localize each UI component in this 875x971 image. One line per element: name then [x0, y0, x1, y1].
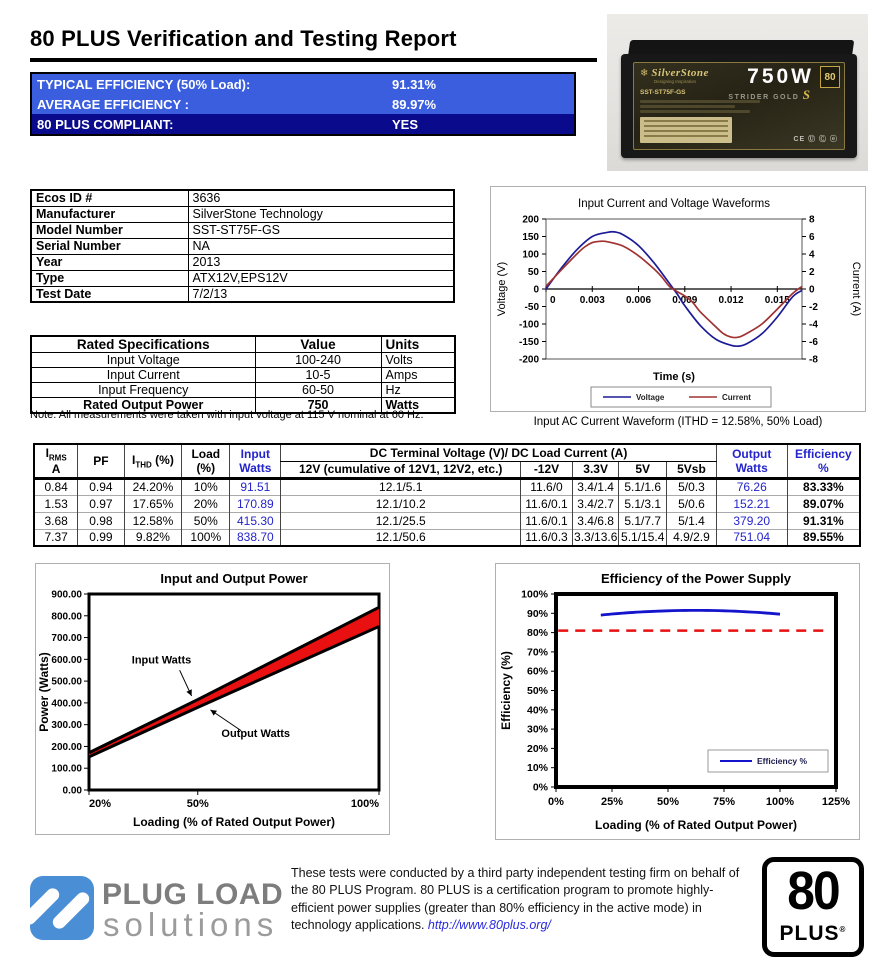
psu-brand: SilverStone	[651, 67, 709, 79]
silverstone-snowflake-icon: ❄	[640, 67, 649, 79]
psu-certification-marks: CE Ⓤ Ⓒ ⓔ	[793, 136, 838, 143]
cell-input-watts: 170.89	[230, 495, 281, 512]
80plus-link[interactable]: http://www.80plus.org/	[427, 917, 551, 932]
cell-12v: 12.1/50.6	[281, 529, 521, 546]
results-header-dc-group: DC Terminal Voltage (V)/ DC Load Current (A)	[281, 444, 716, 461]
cell-3v3: 3.3/13.6	[574, 530, 618, 545]
cell-input-watts: 415.30	[230, 512, 281, 529]
cell-input-watts: 91.51	[230, 478, 281, 495]
cell-efficiency: 89.07%	[787, 495, 860, 512]
load-test-results-table	[33, 443, 861, 547]
summary-value: 89.97%	[392, 96, 437, 112]
results-row	[34, 478, 860, 495]
svg-text:50: 50	[527, 267, 539, 278]
cell-5v: 5.1/3.1	[619, 495, 667, 512]
svg-text:Voltage (V): Voltage (V)	[496, 261, 508, 317]
spec-units: Volts	[381, 353, 455, 368]
summary-value: 91.31%	[392, 76, 437, 92]
results-row	[34, 529, 860, 546]
svg-text:-150: -150	[518, 337, 539, 348]
cell-irms: 7.37	[34, 529, 78, 546]
results-header-row	[34, 444, 860, 461]
svg-text:-2: -2	[809, 302, 818, 313]
summary-label: 80 PLUS COMPLIANT:	[37, 116, 174, 132]
cell-5vsb: 4.9/2.9	[667, 529, 717, 546]
cell-irms: 0.84	[34, 478, 78, 495]
cell-3v3: 3.4/2.7	[573, 495, 619, 512]
cell-ithd: 24.20%	[124, 478, 182, 495]
results-header-irms: $I_{RMS}$ A	[34, 444, 78, 478]
cell-neg12v: 11.6/0.1	[520, 495, 572, 512]
info-row	[31, 238, 454, 254]
plug-load-solutions-logo-icon	[30, 876, 94, 940]
results-header-ithd: $I_{THD}$ (%)	[124, 444, 182, 478]
summary-row	[32, 74, 574, 94]
svg-text:-100: -100	[518, 319, 539, 331]
svg-text:75%: 75%	[712, 796, 736, 808]
info-value: SilverStone Technology	[188, 206, 454, 222]
cell-ithd: 12.58%	[124, 512, 182, 529]
efficiency-summary-table	[30, 72, 576, 136]
info-label: Model Number	[31, 222, 188, 238]
svg-text:60%: 60%	[526, 665, 548, 678]
svg-text:Output Watts: Output Watts	[221, 728, 291, 741]
svg-text:0: 0	[533, 284, 539, 296]
info-value: 7/2/13	[188, 286, 454, 302]
info-label: Type	[31, 270, 188, 286]
summary-row	[32, 94, 574, 114]
svg-text:25%: 25%	[600, 796, 624, 808]
svg-text:2: 2	[809, 267, 815, 278]
svg-text:50%: 50%	[526, 685, 548, 697]
cell-input-watts: 838.70	[230, 529, 281, 546]
unit-info-table	[30, 189, 455, 303]
svg-text:300.00: 300.00	[51, 720, 82, 732]
cell-neg12v: 11.6/0.3	[520, 529, 572, 546]
svg-text:90%: 90%	[526, 607, 548, 620]
info-row	[31, 254, 454, 270]
spec-name: Input Current	[31, 368, 255, 383]
svg-text:-6: -6	[809, 337, 818, 348]
svg-text:-8: -8	[809, 354, 818, 366]
svg-text:0.003: 0.003	[579, 295, 605, 306]
psu-body	[621, 54, 857, 158]
waveform-caption: Input AC Current Waveform (ITHD = 12.58%, 50% Load)	[533, 416, 823, 428]
svg-text:Input Current and Voltage Wave: Input Current and Voltage Waveforms	[578, 198, 770, 210]
spec-value: 100-240	[255, 353, 381, 368]
cell-pf: 0.97	[78, 495, 124, 512]
svg-text:0.00: 0.00	[62, 785, 82, 797]
results-header-3v3: 3.3V	[573, 461, 619, 478]
cell-5v: 5.1/15.4	[619, 529, 667, 546]
svg-text:0%: 0%	[548, 796, 564, 808]
cell-neg12v: 11.6/0.1	[520, 512, 572, 529]
summary-row	[32, 114, 574, 134]
svg-text:Efficiency (%): Efficiency (%)	[499, 651, 513, 730]
cell-load: 10%	[182, 478, 230, 495]
product-photo	[607, 14, 868, 171]
measurement-note: Note: All measurements were taken with input voltage at 115 V nominal at 60 Hz.	[30, 409, 424, 421]
results-header-5v: 5V	[619, 461, 667, 478]
results-header-12v: 12V (cumulative of 12V1, 12V2, etc.)	[281, 461, 521, 478]
cell-5v: 5.1/7.7	[619, 512, 667, 529]
results-header-load: Load (%)	[182, 444, 230, 478]
svg-text:8: 8	[809, 214, 815, 226]
cell-load: 50%	[182, 512, 230, 529]
svg-text:200.00: 200.00	[51, 741, 82, 753]
svg-text:Loading (% of Rated Output Pow: Loading (% of Rated Output Power)	[133, 815, 335, 829]
waveform-chart	[490, 186, 866, 412]
svg-text:800.00: 800.00	[51, 611, 82, 623]
power-chart-svg	[36, 564, 389, 834]
svg-text:30%: 30%	[526, 723, 548, 736]
svg-text:0: 0	[809, 284, 815, 296]
80plus-logo-number: 80	[787, 861, 839, 921]
summary-label: TYPICAL EFFICIENCY (50% Load):	[37, 76, 251, 92]
spec-value: 750	[255, 398, 381, 414]
info-row	[31, 190, 454, 206]
spec-value: 60-50	[255, 383, 381, 398]
cell-output-watts: 751.04	[716, 529, 787, 546]
svg-text:6: 6	[809, 232, 815, 243]
cell-efficiency: 89.55%	[787, 529, 860, 546]
cell-efficiency: 91.31%	[787, 512, 860, 529]
svg-text:Efficiency of the Power Supply: Efficiency of the Power Supply	[601, 571, 791, 586]
svg-text:400.00: 400.00	[51, 698, 82, 710]
cell-5vsb: 5/0.6	[667, 495, 717, 512]
results-header-input-watts: Input Watts	[230, 444, 281, 478]
svg-text:500.00: 500.00	[51, 676, 82, 688]
cell-ithd: 17.65%	[124, 495, 182, 512]
svg-text:100%: 100%	[521, 588, 548, 601]
results-header-pf: PF	[78, 444, 124, 478]
page-title: 80 PLUS Verification and Testing Report	[30, 26, 597, 62]
psu-tagline: Designing Inspiration	[654, 79, 697, 84]
power-chart	[35, 563, 390, 835]
cell-neg12v: 11.6/0	[520, 478, 572, 495]
solutions-logo-text: solutions	[103, 906, 279, 943]
psu-label	[633, 62, 845, 150]
svg-text:-200: -200	[518, 354, 539, 366]
svg-text:-4: -4	[809, 319, 818, 331]
cell-efficiency: 83.33%	[787, 478, 860, 495]
cell-output-watts: 152.21	[716, 495, 787, 512]
specs-header: Value	[255, 336, 381, 353]
spec-name: Input Voltage	[31, 353, 255, 368]
svg-text:100%: 100%	[350, 798, 379, 810]
cell-12v: 12.1/25.5	[281, 512, 521, 529]
cell-12v: 12.1/5.1	[281, 478, 521, 495]
spec-units: Watts	[381, 398, 455, 414]
svg-text:Current (A): Current (A)	[850, 261, 862, 317]
80plus-logo	[762, 857, 864, 957]
summary-label: AVERAGE EFFICIENCY :	[37, 96, 189, 112]
info-value: SST-ST75F-GS	[188, 222, 454, 238]
svg-text:0.015: 0.015	[764, 295, 790, 306]
rated-specs-table	[30, 335, 456, 414]
info-label: Test Date	[31, 286, 188, 302]
psu-wattage: 750W	[747, 65, 814, 88]
spec-name: Rated Output Power	[31, 398, 255, 414]
svg-text:600.00: 600.00	[51, 654, 82, 666]
spec-units: Amps	[381, 368, 455, 383]
cell-ithd: 9.82%	[124, 529, 182, 546]
svg-text:Loading (% of Rated Output Pow: Loading (% of Rated Output Power)	[595, 818, 797, 832]
info-label: Year	[31, 254, 188, 270]
svg-text:100.00: 100.00	[51, 763, 82, 775]
svg-text:0%: 0%	[532, 781, 548, 794]
svg-text:4: 4	[809, 249, 815, 261]
svg-text:80%: 80%	[526, 627, 548, 640]
svg-text:700.00: 700.00	[51, 633, 82, 645]
info-value: NA	[188, 238, 454, 254]
svg-text:Efficiency %: Efficiency %	[757, 756, 808, 766]
psu-series: STRIDER GOLD S	[728, 87, 810, 102]
svg-text:Power (Watts): Power (Watts)	[37, 652, 51, 732]
footer-description	[291, 865, 749, 934]
80plus-logo-plus: PLUS®	[779, 922, 847, 945]
efficiency-chart-svg	[496, 564, 859, 839]
cell-irms: 3.68	[34, 512, 78, 529]
cell-3v3: 3.4/1.4	[573, 478, 619, 495]
info-label: Ecos ID #	[31, 190, 188, 206]
svg-text:70%: 70%	[526, 646, 548, 659]
svg-text:Voltage: Voltage	[636, 393, 665, 402]
results-header-output-watts: Output Watts	[716, 444, 787, 478]
cell-3v3: 3.4/6.8	[573, 512, 619, 529]
psu-80plus-badge: 80	[820, 66, 840, 88]
cell-output-watts: 76.26	[716, 478, 787, 495]
info-value: 2013	[188, 254, 454, 270]
info-label: Manufacturer	[31, 206, 188, 222]
svg-text:Time (s): Time (s)	[653, 371, 695, 383]
results-row	[34, 512, 860, 529]
specs-header-row	[31, 336, 455, 353]
svg-text:0: 0	[550, 295, 556, 306]
specs-row	[31, 368, 455, 383]
svg-text:200: 200	[522, 214, 539, 226]
svg-text:Input Watts: Input Watts	[131, 654, 192, 667]
info-row	[31, 206, 454, 222]
cell-load: 100%	[182, 529, 230, 546]
plug-load-logo-text: PLUG LOAD	[102, 878, 284, 911]
psu-spec-grid	[640, 117, 732, 143]
svg-text:20%: 20%	[526, 742, 548, 755]
info-row	[31, 286, 454, 302]
cell-output-watts: 379.20	[716, 512, 787, 529]
svg-text:-50: -50	[524, 302, 539, 313]
spec-units: Hz	[381, 383, 455, 398]
waveform-chart-svg	[491, 187, 865, 411]
results-header-efficiency: Efficiency %	[787, 444, 860, 478]
results-row	[34, 495, 860, 512]
info-value: ATX12V,EPS12V	[188, 270, 454, 286]
psu-model-number: SST-ST75F-GS	[640, 89, 686, 96]
svg-text:Input and Output Power: Input and Output Power	[160, 571, 308, 586]
cell-12v: 12.1/10.2	[281, 495, 521, 512]
results-header-neg12v: -12V	[520, 461, 572, 478]
cell-load: 20%	[182, 495, 230, 512]
info-label: Serial Number	[31, 238, 188, 254]
svg-text:20%: 20%	[89, 798, 112, 810]
cell-5vsb: 5/0.3	[667, 478, 717, 495]
results-header-5vsb: 5Vsb	[667, 461, 717, 478]
svg-text:Current: Current	[722, 393, 751, 402]
spec-value: 10-5	[255, 368, 381, 383]
svg-text:50%: 50%	[656, 796, 680, 808]
svg-text:150: 150	[522, 232, 539, 243]
spec-name: Input Frequency	[31, 383, 255, 398]
efficiency-chart	[495, 563, 860, 840]
cell-5v: 5.1/1.6	[619, 478, 667, 495]
cell-5vsb: 5/1.4	[667, 512, 717, 529]
specs-row	[31, 353, 455, 368]
cell-irms: 1.53	[34, 495, 78, 512]
cell-pf: 0.94	[78, 478, 124, 495]
info-value: 3636	[188, 190, 454, 206]
summary-value: YES	[392, 116, 419, 132]
svg-text:0.012: 0.012	[718, 295, 744, 306]
svg-text:0.006: 0.006	[626, 295, 652, 306]
cell-pf: 0.99	[78, 529, 124, 546]
specs-header: Rated Specifications	[31, 336, 255, 353]
specs-header: Units	[381, 336, 455, 353]
info-row	[31, 222, 454, 238]
svg-text:50%: 50%	[186, 798, 209, 810]
footer-description-text: These tests were conducted by a third party independent testing firm on behalf of the 80 PLUS Program. 80 PLUS is a certification program to promote highly-efficient power supplies (greater than 80% efficiency in the active mode) in technology applications.	[291, 866, 740, 932]
svg-text:900.00: 900.00	[51, 589, 82, 601]
specs-row	[31, 383, 455, 398]
svg-text:40%: 40%	[526, 704, 548, 717]
svg-text:0.009: 0.009	[672, 295, 698, 306]
svg-text:100: 100	[522, 249, 539, 261]
svg-text:10%: 10%	[526, 762, 548, 775]
cell-pf: 0.98	[78, 512, 124, 529]
info-row	[31, 270, 454, 286]
svg-text:100%: 100%	[765, 796, 795, 808]
svg-text:125%: 125%	[821, 796, 851, 808]
